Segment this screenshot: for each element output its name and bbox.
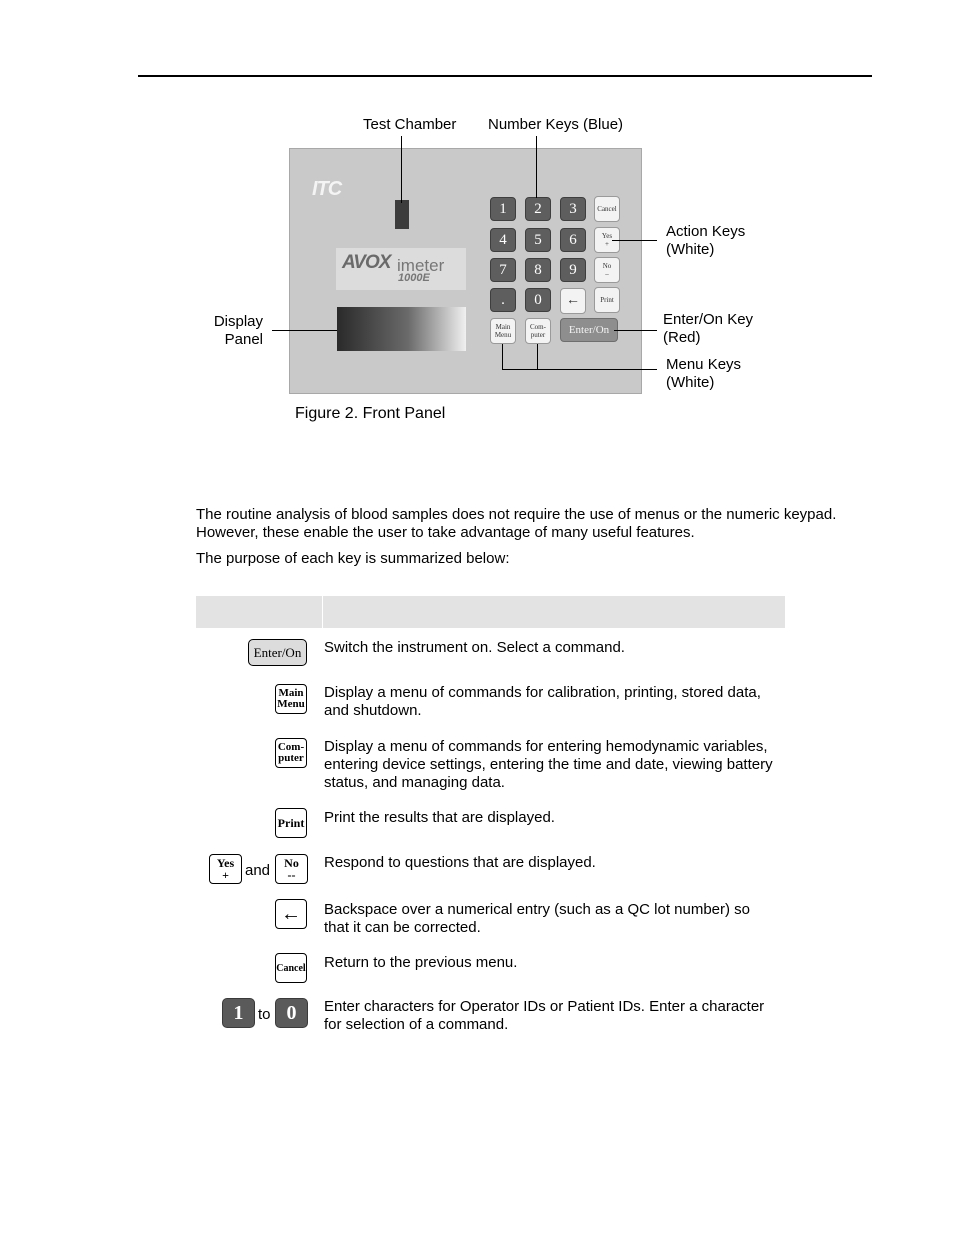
number-1-key-icon: 1	[222, 998, 255, 1028]
panel-key-5: 5	[525, 228, 551, 252]
panel-key-3: 3	[560, 197, 586, 221]
key-table-header-divider	[322, 596, 323, 628]
leader-test-chamber	[401, 136, 402, 203]
panel-key-2: 2	[525, 197, 551, 221]
leader-display-panel	[272, 330, 337, 331]
main-menu-key-icon	[275, 684, 307, 714]
main-menu-key-line1: Main	[278, 687, 304, 699]
key-joiner-and: and	[245, 862, 271, 879]
panel-key-0: 0	[525, 288, 551, 312]
callout-menu-keys	[666, 356, 741, 392]
callout-enter-key-line1: Enter/On Key	[663, 311, 754, 328]
intro-paragraph-2: The purpose of each key is summarized below:	[196, 550, 510, 567]
panel-no-label: No	[602, 262, 612, 270]
enter-on-key-icon: Enter/On	[248, 639, 307, 666]
panel-computer-key	[525, 318, 551, 344]
computer-key-line1: Com-	[277, 741, 305, 753]
panel-no-symbol: –	[605, 270, 609, 278]
panel-yes-label: Yes	[601, 232, 613, 240]
panel-no-key	[594, 257, 620, 283]
panel-com-label: Com-	[530, 323, 546, 331]
callout-menu-keys-line1: Menu Keys	[666, 356, 742, 373]
backspace-arrow-icon: ←	[275, 899, 307, 929]
panel-menu-label: Menu	[494, 331, 512, 339]
callout-display-line2: Panel	[224, 331, 263, 348]
yes-key-icon	[209, 854, 242, 884]
itc-logo: ITC	[312, 178, 342, 200]
panel-yes-symbol: +	[605, 240, 609, 248]
cancel-key-icon: Cancel	[275, 953, 307, 983]
panel-cancel-key: Cancel	[594, 196, 620, 222]
callout-action-keys-line2: (White)	[666, 241, 715, 258]
key-joiner-to: to	[258, 1006, 271, 1023]
key-table-row-cancel-desc: Return to the previous menu.	[324, 954, 518, 971]
brand-avox: AVOX	[342, 252, 391, 273]
leader-menu-keys	[502, 369, 657, 370]
no-key-label: No	[284, 856, 299, 870]
panel-backspace-key: ←	[560, 288, 586, 314]
computer-key-icon	[275, 738, 307, 768]
panel-key-6: 6	[560, 228, 586, 252]
print-key-icon: Print	[275, 808, 307, 838]
figure-caption: Figure 2. Front Panel	[295, 405, 446, 422]
panel-puter-label: puter	[530, 331, 546, 339]
panel-main-menu-key	[490, 318, 516, 344]
panel-key-7: 7	[490, 258, 516, 282]
main-menu-key-line2: Menu	[277, 698, 305, 710]
test-chamber	[395, 200, 409, 229]
leader-menu-keys-left	[502, 344, 503, 370]
key-table-header	[196, 596, 785, 628]
number-0-key-icon: 0	[275, 998, 308, 1028]
panel-key-1: 1	[490, 197, 516, 221]
yes-key-label: Yes	[216, 856, 235, 870]
key-table-row-print-desc: Print the results that are displayed.	[324, 809, 555, 826]
key-table-row-main-menu-desc: Display a menu of commands for calibration, printing, stored data, and shutdown.	[324, 684, 761, 719]
callout-menu-keys-line2: (White)	[666, 374, 715, 391]
key-table-row-enter-desc: Switch the instrument on. Select a command.	[324, 639, 625, 656]
display-panel	[337, 307, 466, 351]
brand-model: 1000E	[398, 272, 430, 284]
key-table-row-computer-desc: Display a menu of commands for entering hemodynamic variables, entering device settings, entering the time and date, viewing battery status, and managing data.	[324, 738, 773, 791]
callout-enter-key	[663, 311, 753, 347]
panel-enter-on-key: Enter/On	[560, 318, 618, 342]
leader-menu-keys-right	[537, 344, 538, 370]
key-table-row-yes-no-desc: Respond to questions that are displayed.	[324, 854, 596, 871]
panel-key-dot: .	[490, 288, 516, 312]
computer-key-line2: puter	[278, 752, 304, 764]
yes-key-symbol: +	[222, 868, 229, 882]
callout-display-panel	[200, 313, 263, 349]
callout-test-chamber: Test Chamber	[363, 116, 457, 133]
callout-display-line1: Display	[213, 313, 263, 330]
key-table-row-numbers-desc: Enter characters for Operator IDs or Patient IDs. Enter a character for selection of a command.	[324, 998, 765, 1033]
panel-key-4: 4	[490, 228, 516, 252]
callout-action-keys	[666, 223, 745, 259]
brand-meter: imeter	[397, 256, 445, 275]
leader-action-keys	[612, 240, 657, 241]
intro-paragraph-1: The routine analysis of blood samples does not require the use of menus or the numeric keypad. However, these enable the user to take advantage of many useful features.	[196, 506, 837, 541]
callout-enter-key-line2: (Red)	[663, 329, 701, 346]
callout-number-keys: Number Keys (Blue)	[488, 116, 624, 133]
callout-action-keys-line1: Action Keys	[666, 223, 746, 240]
panel-key-8: 8	[525, 258, 551, 282]
no-key-symbol: --	[287, 868, 296, 882]
leader-number-keys	[536, 136, 537, 198]
panel-main-label: Main	[495, 323, 511, 331]
key-table-row-backspace-desc: Backspace over a numerical entry (such as a QC lot number) so that it can be corrected.	[324, 901, 751, 936]
front-panel-figure	[0, 0, 954, 430]
no-key-icon	[275, 854, 308, 884]
leader-enter-key	[614, 330, 657, 331]
panel-print-key: Print	[594, 287, 620, 313]
panel-key-9: 9	[560, 258, 586, 282]
